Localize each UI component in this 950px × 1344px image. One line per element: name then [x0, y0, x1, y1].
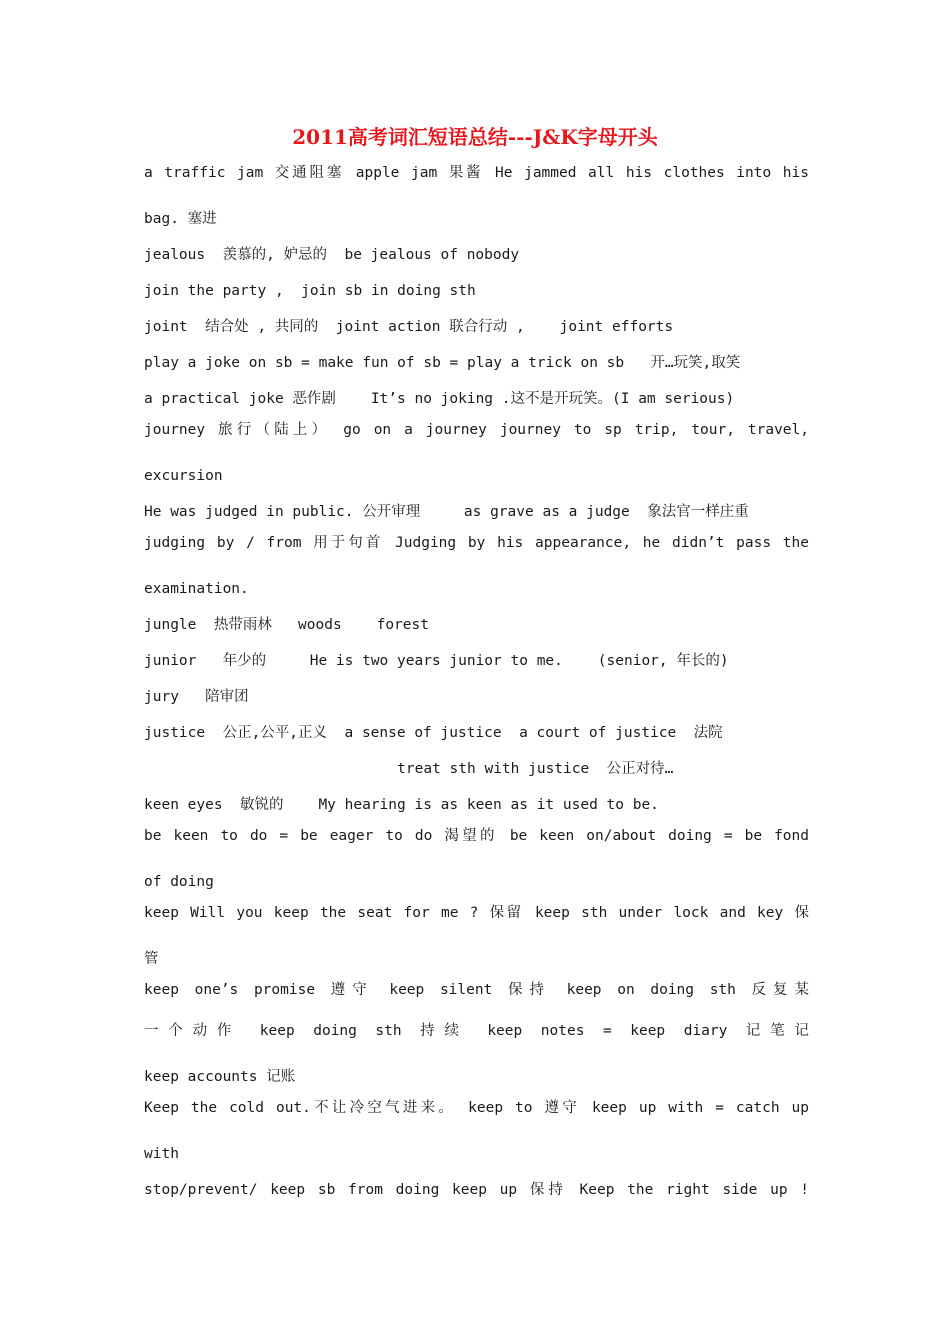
text-line-23: keep one’s promise 遵守 keep silent 保持 keep on doing sth 反复某: [144, 982, 809, 998]
text-line-22: 管: [144, 951, 159, 967]
text-line-12: examination.: [144, 581, 249, 597]
text-line-13: jungle 热带雨林 woods forest: [144, 617, 429, 633]
document-title: 2011高考词汇短语总结---J&K字母开头: [292, 125, 658, 149]
text-line-20: of doing: [144, 874, 214, 890]
text-line-14: junior 年少的 He is two years junior to me. (senior, 年长的): [144, 653, 729, 669]
text-line-5: joint 结合处 , 共同的 joint action 联合行动 , joint efforts: [144, 319, 674, 335]
text-line-7: a practical joke 恶作剧 It’s no joking .这不是开玩笑。(I am serious): [144, 391, 735, 407]
text-line-17: treat sth with justice 公正对待…: [144, 761, 674, 777]
text-line-15: jury 陪审团: [144, 689, 249, 705]
text-line-27: with: [144, 1146, 179, 1162]
text-line-11: judging by / from 用于句首 Judging by his appearance, he didn’t pass the: [144, 535, 809, 551]
text-line-18: keen eyes 敏锐的 My hearing is as keen as it used to be.: [144, 797, 659, 813]
text-line-3: jealous 羡慕的, 妒忌的 be jealous of nobody: [144, 247, 520, 263]
text-line-9: excursion: [144, 468, 223, 484]
text-line-24: 一个动作 keep doing sth 持续 keep notes = keep diary 记笔记: [144, 1023, 809, 1039]
text-line-1: a traffic jam 交通阻塞 apple jam 果酱 He jammed all his clothes into his: [144, 165, 809, 181]
text-line-10: He was judged in public. 公开审理 as grave as a judge 象法官一样庄重: [144, 504, 749, 520]
text-line-6: play a joke on sb = make fun of sb = play a trick on sb 开…玩笑,取笑: [144, 355, 741, 371]
text-line-21: keep Will you keep the seat for me ? 保留 keep sth under lock and key 保: [144, 905, 809, 921]
text-line-19: be keen to do = be eager to do 渴望的 be keen on/about doing = be fond: [144, 828, 809, 844]
text-line-8: journey 旅行（陆上） go on a journey journey to sp trip, tour, travel,: [144, 422, 809, 438]
document-body: [144, 160, 809, 1208]
text-line-2: bag. 塞进: [144, 211, 217, 227]
text-line-16: justice 公正,公平,正义 a sense of justice a court of justice 法院: [144, 725, 723, 741]
text-line-28: stop/prevent/ keep sb from doing keep up 保持 Keep the right side up !: [144, 1182, 809, 1198]
text-line-26: Keep the cold out.不让冷空气进来。 keep to 遵守 keep up with = catch up: [144, 1100, 809, 1116]
text-line-4: join the party , join sb in doing sth: [144, 283, 476, 299]
text-line-25: keep accounts 记账: [144, 1069, 296, 1085]
